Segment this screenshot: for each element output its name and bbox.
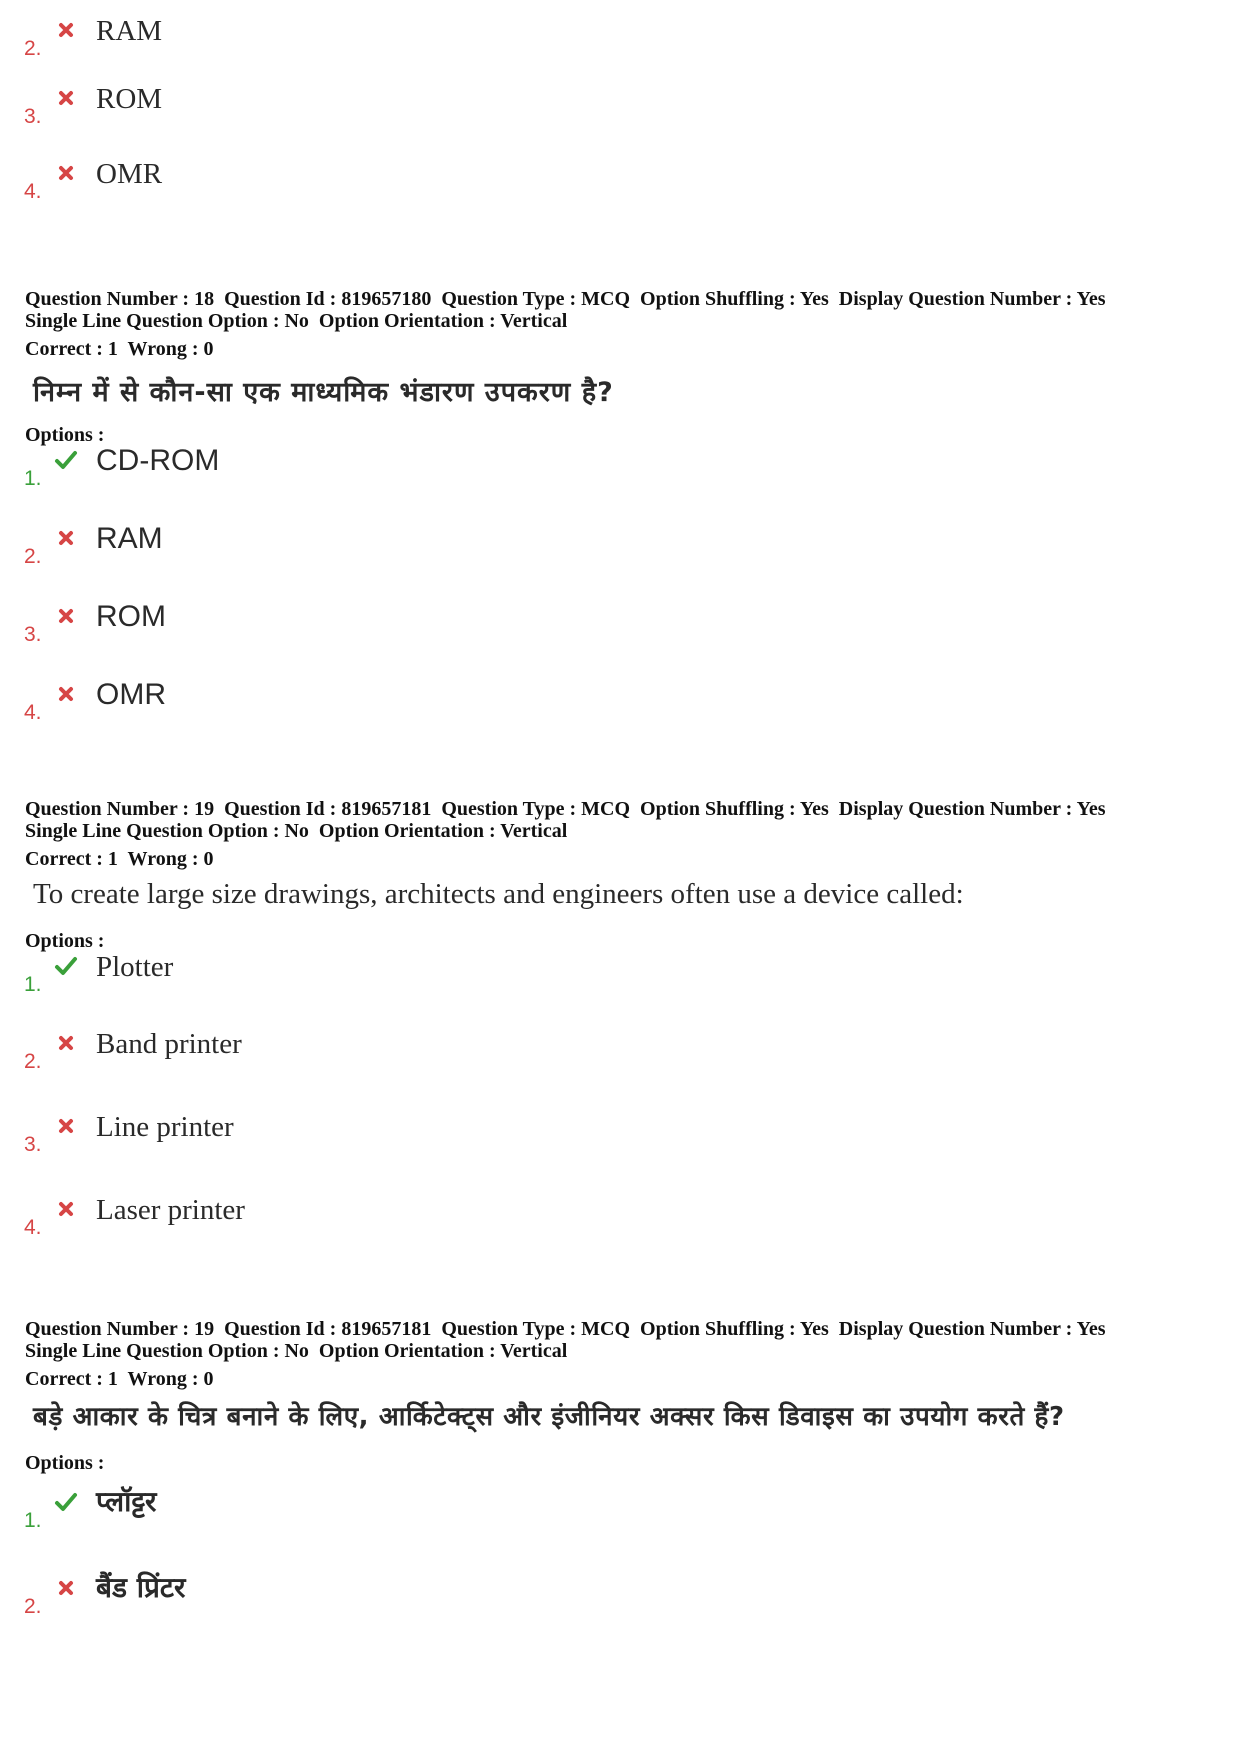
- option-text: CD-ROM: [96, 444, 220, 477]
- option-text: प्लॉट्टर: [96, 1485, 157, 1518]
- cross-icon: [54, 86, 78, 110]
- option-row: [24, 158, 163, 205]
- option-text: Line printer: [96, 1111, 234, 1143]
- option-row: [24, 678, 166, 726]
- question-marks: Correct : 1 Wrong : 0: [25, 338, 214, 360]
- option-text: ROM: [96, 83, 163, 115]
- cross-icon: [54, 526, 78, 550]
- option-text: OMR: [96, 158, 163, 190]
- option-row: [24, 83, 163, 130]
- question-meta-line2: Single Line Question Option : No Option Orientation : Vertical: [25, 1340, 568, 1362]
- option-row: [24, 1194, 245, 1241]
- question-meta-line2: Single Line Question Option : No Option Orientation : Vertical: [25, 820, 568, 842]
- cross-icon: [54, 161, 78, 185]
- option-number: 3.: [24, 105, 42, 128]
- option-number: 3.: [24, 1133, 42, 1156]
- question-stem: बड़े आकार के चित्र बनाने के लिए, आर्किटेक्ट्स और इंजीनियर अक्सर किस डिवाइस का उपयोग करते हैं?: [33, 1402, 1065, 1432]
- option-row: [24, 444, 220, 492]
- option-text: Band printer: [96, 1028, 242, 1060]
- question-marks: Correct : 1 Wrong : 0: [25, 848, 214, 870]
- cross-icon: [54, 604, 78, 628]
- options-label: Options :: [25, 1452, 105, 1474]
- check-icon: [54, 448, 78, 472]
- cross-icon: [54, 1197, 78, 1221]
- question-meta-line1: Question Number : 18 Question Id : 819657180 Question Type : MCQ Option Shuffling : Yes Display Question Number : Yes: [25, 288, 1106, 310]
- option-text: RAM: [96, 522, 163, 555]
- option-row: [24, 1485, 157, 1534]
- cross-icon: [54, 1114, 78, 1138]
- option-number: 4.: [24, 701, 42, 724]
- option-text: OMR: [96, 678, 166, 711]
- option-row: [24, 15, 163, 62]
- option-number: 1.: [24, 467, 42, 490]
- option-number: 1.: [24, 1509, 42, 1532]
- option-number: 3.: [24, 623, 42, 646]
- option-text: बैंड प्रिंटर: [96, 1571, 186, 1604]
- options-label: Options :: [25, 930, 105, 952]
- option-row: [24, 600, 166, 648]
- option-number: 4.: [24, 1216, 42, 1239]
- option-row: [24, 1028, 242, 1075]
- option-text: RAM: [96, 15, 163, 47]
- cross-icon: [54, 1031, 78, 1055]
- question-stem: निम्न में से कौन-सा एक माध्यमिक भंडारण उपकरण है?: [33, 377, 614, 408]
- cross-icon: [54, 18, 78, 42]
- option-number: 2.: [24, 1595, 42, 1618]
- option-text: ROM: [96, 600, 166, 633]
- question-meta-line1: Question Number : 19 Question Id : 819657181 Question Type : MCQ Option Shuffling : Yes Display Question Number : Yes: [25, 798, 1106, 820]
- cross-icon: [54, 682, 78, 706]
- option-row: [24, 522, 163, 570]
- option-number: 2.: [24, 1050, 42, 1073]
- option-text: Plotter: [96, 951, 174, 983]
- question-stem: To create large size drawings, architects and engineers often use a device called:: [33, 878, 964, 910]
- cross-icon: [54, 1576, 78, 1600]
- question-meta-line1: Question Number : 19 Question Id : 819657181 Question Type : MCQ Option Shuffling : Yes Display Question Number : Yes: [25, 1318, 1106, 1340]
- option-number: 4.: [24, 180, 42, 203]
- option-number: 1.: [24, 973, 42, 996]
- check-icon: [54, 1490, 78, 1514]
- option-number: 2.: [24, 545, 42, 568]
- option-row: [24, 1111, 234, 1158]
- check-icon: [54, 954, 78, 978]
- option-row: [24, 1571, 186, 1620]
- option-row: [24, 951, 174, 998]
- option-number: 2.: [24, 37, 42, 60]
- question-marks: Correct : 1 Wrong : 0: [25, 1368, 214, 1390]
- question-meta-line2: Single Line Question Option : No Option Orientation : Vertical: [25, 310, 568, 332]
- option-text: Laser printer: [96, 1194, 245, 1226]
- options-label: Options :: [25, 424, 105, 446]
